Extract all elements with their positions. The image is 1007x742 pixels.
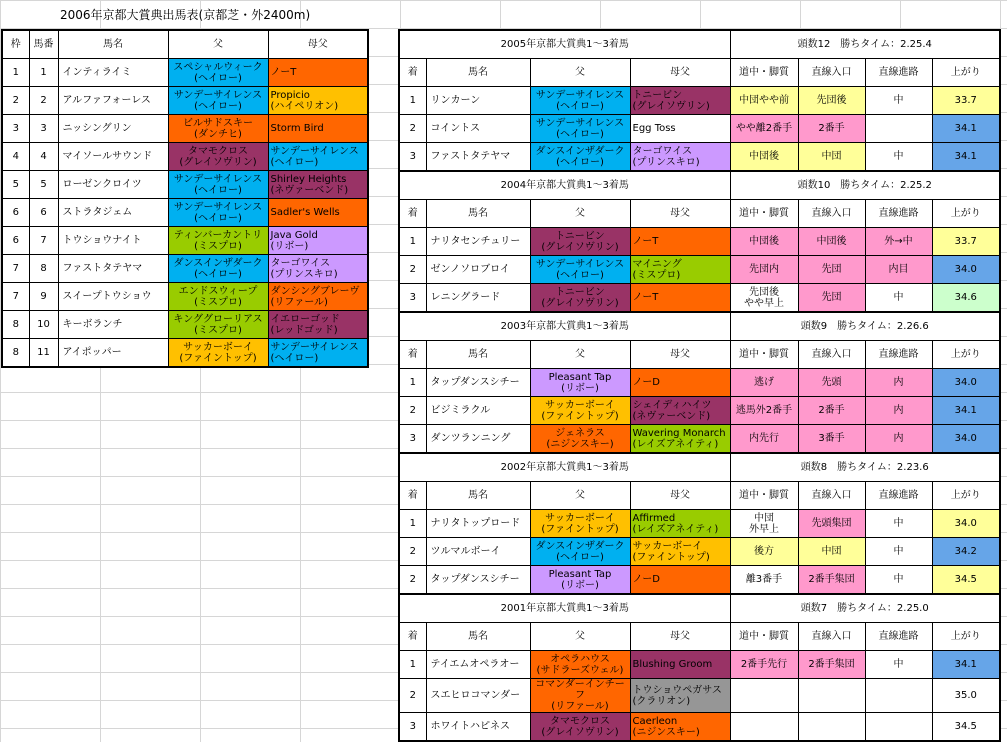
results-header-row [399, 200, 1000, 228]
result-row [399, 566, 1000, 595]
results-col-header: 父 [530, 200, 630, 228]
stretch-entry-cell: 2番手 [798, 397, 865, 425]
stretch-course-cell: 中 [865, 651, 932, 679]
results-col-header: 着 [399, 341, 426, 369]
dam-sire-cell: ターゴワイス (プリンスキロ) [630, 143, 730, 172]
past-results-table [398, 29, 1001, 742]
results-col-header: 馬名 [426, 200, 530, 228]
horse-number-cell: 9 [29, 283, 58, 311]
horse-name-cell: タップダンスシチー [426, 566, 530, 595]
sire-cell: サンデーサイレンス (ヘイロー) [168, 199, 268, 227]
sire-cell: ダンスインザダーク (ヘイロー) [530, 538, 630, 566]
sire-cell: サッカーボーイ (ファイントップ) [168, 339, 268, 368]
left-col-header: 父 [168, 30, 268, 59]
results-col-header: 母父 [630, 341, 730, 369]
stretch-course-cell: 中 [865, 143, 932, 172]
stretch-entry-cell [798, 713, 865, 742]
entry-row [2, 143, 368, 171]
stretch-entry-cell: 中団 [798, 143, 865, 172]
last-3f-cell: 33.7 [932, 228, 1000, 256]
sheet-title: 2006年京都大賞典出馬表(京都芝・外2400m) [60, 8, 311, 22]
results-col-header: 馬名 [426, 482, 530, 510]
horse-name-cell: トウショウナイト [58, 227, 168, 255]
results-header-row [399, 59, 1000, 87]
last-3f-cell: 35.0 [932, 679, 1000, 713]
place-cell: 1 [399, 228, 426, 256]
horse-name-cell: アルファフォーレス [58, 87, 168, 115]
horse-number-cell: 6 [29, 199, 58, 227]
horse-name-cell: マイソールサウンド [58, 143, 168, 171]
place-cell: 3 [399, 713, 426, 742]
dam-sire-cell: イエローゴッド (レッドゴッド) [268, 311, 368, 339]
waku-cell: 7 [2, 255, 29, 283]
sire-cell: サンデーサイレンス (ヘイロー) [168, 171, 268, 199]
results-col-header: 馬名 [426, 341, 530, 369]
sire-cell: サッカーボーイ (ファイントップ) [530, 397, 630, 425]
dam-sire-cell: Shirley Heights (ネヴァーベンド) [268, 171, 368, 199]
sire-cell: トニービン (グレイソヴリン) [530, 228, 630, 256]
waku-cell: 2 [2, 87, 29, 115]
dam-sire-cell: Storm Bird [268, 115, 368, 143]
dam-sire-cell: ターゴワイス (プリンスキロ) [268, 255, 368, 283]
dam-sire-cell: シェイディハイツ (ネヴァーベンド) [630, 397, 730, 425]
last-3f-cell: 34.6 [932, 284, 1000, 313]
running-style-cell [730, 679, 798, 713]
horse-name-cell: タップダンスシチー [426, 369, 530, 397]
stretch-course-cell: 内 [865, 369, 932, 397]
results-header-row [399, 482, 1000, 510]
sire-cell: ティンバーカントリ (ミスプロ) [168, 227, 268, 255]
dam-sire-cell: トウショウペガサス (クラリオン) [630, 679, 730, 713]
result-row [399, 87, 1000, 115]
results-col-header: 上がり [932, 623, 1000, 651]
year-title-row [399, 594, 1000, 623]
dam-sire-cell: サンデーサイレンス (ヘイロー) [268, 143, 368, 171]
last-3f-cell: 34.0 [932, 369, 1000, 397]
results-col-header: 道中・脚質 [730, 59, 798, 87]
horse-name-cell: ストラタジェム [58, 199, 168, 227]
result-row [399, 713, 1000, 742]
result-row [399, 369, 1000, 397]
results-col-header: 直線入口 [798, 341, 865, 369]
results-col-header: 母父 [630, 623, 730, 651]
results-col-header: 直線入口 [798, 482, 865, 510]
dam-sire-cell: Sadler's Wells [268, 199, 368, 227]
result-row [399, 256, 1000, 284]
last-3f-cell: 33.7 [932, 87, 1000, 115]
stretch-course-cell: 中 [865, 87, 932, 115]
waku-cell: 8 [2, 339, 29, 368]
place-cell: 2 [399, 566, 426, 595]
stretch-course-cell: 中 [865, 284, 932, 313]
place-cell: 2 [399, 115, 426, 143]
results-col-header: 直線進路 [865, 59, 932, 87]
result-row [399, 510, 1000, 538]
results-col-header: 父 [530, 482, 630, 510]
entry-row [2, 87, 368, 115]
sire-cell: スペシャルウィーク (ヘイロー) [168, 59, 268, 87]
last-3f-cell: 34.0 [932, 425, 1000, 454]
result-row [399, 397, 1000, 425]
stretch-course-cell: 外→中 [865, 228, 932, 256]
waku-cell: 4 [2, 143, 29, 171]
results-col-header: 道中・脚質 [730, 200, 798, 228]
dam-sire-cell: マイニング (ミスプロ) [630, 256, 730, 284]
sire-cell: サンデーサイレンス (ヘイロー) [530, 256, 630, 284]
results-col-header: 母父 [630, 482, 730, 510]
stretch-entry-cell: 3番手 [798, 425, 865, 454]
place-cell: 1 [399, 510, 426, 538]
left-col-header: 馬番 [29, 30, 58, 59]
year-title: 2004年京都大賞典1～3着馬 [399, 171, 730, 200]
results-col-header: 道中・脚質 [730, 623, 798, 651]
last-3f-cell: 34.1 [932, 651, 1000, 679]
left-col-header: 母父 [268, 30, 368, 59]
stretch-entry-cell: 2番手集団 [798, 651, 865, 679]
horse-name-cell: ツルマルボーイ [426, 538, 530, 566]
horse-number-cell: 1 [29, 59, 58, 87]
left-header-row [2, 30, 368, 59]
year-title: 2002年京都大賞典1～3着馬 [399, 453, 730, 482]
stretch-entry-cell [798, 679, 865, 713]
year-title-row [399, 453, 1000, 482]
place-cell: 3 [399, 143, 426, 172]
running-style-cell: やや離2番手 [730, 115, 798, 143]
waku-cell: 3 [2, 115, 29, 143]
race-info: 頭数8 勝ちタイム：2.23.6 [730, 453, 1000, 482]
horse-number-cell: 7 [29, 227, 58, 255]
running-style-cell: 離3番手 [730, 566, 798, 595]
sire-cell: ダンスインザダーク (ヘイロー) [168, 255, 268, 283]
stretch-course-cell [865, 115, 932, 143]
waku-cell: 8 [2, 311, 29, 339]
results-col-header: 直線進路 [865, 623, 932, 651]
results-col-header: 直線進路 [865, 482, 932, 510]
waku-cell: 6 [2, 227, 29, 255]
race-info: 頭数9 勝ちタイム：2.26.6 [730, 312, 1000, 341]
sire-cell: オペラハウス (サドラーズウェル) [530, 651, 630, 679]
race-info: 頭数12 勝ちタイム：2.25.4 [730, 30, 1000, 59]
horse-number-cell: 8 [29, 255, 58, 283]
results-col-header: 母父 [630, 59, 730, 87]
dam-sire-cell: ノーD [630, 566, 730, 595]
year-title-row [399, 30, 1000, 59]
results-col-header: 父 [530, 623, 630, 651]
last-3f-cell: 34.1 [932, 143, 1000, 172]
results-col-header: 着 [399, 200, 426, 228]
place-cell: 1 [399, 87, 426, 115]
sire-cell: トニービン (グレイソヴリン) [530, 284, 630, 313]
results-col-header: 馬名 [426, 623, 530, 651]
horse-number-cell: 2 [29, 87, 58, 115]
sire-cell: サンデーサイレンス (ヘイロー) [530, 87, 630, 115]
sire-cell: ジェネラス (ニジンスキー) [530, 425, 630, 454]
result-row [399, 143, 1000, 172]
dam-sire-cell: ノーT [630, 228, 730, 256]
horse-name-cell: ゼンノソロブロイ [426, 256, 530, 284]
last-3f-cell: 34.1 [932, 397, 1000, 425]
race-info: 頭数7 勝ちタイム：2.25.0 [730, 594, 1000, 623]
horse-name-cell: ナリタセンチュリー [426, 228, 530, 256]
horse-number-cell: 3 [29, 115, 58, 143]
waku-cell: 6 [2, 199, 29, 227]
results-col-header: 上がり [932, 200, 1000, 228]
sire-cell: ダンスインザダーク (ヘイロー) [530, 143, 630, 172]
running-style-cell: 逃げ [730, 369, 798, 397]
last-3f-cell: 34.0 [932, 256, 1000, 284]
dam-sire-cell: ダンシングブレーヴ (リファール) [268, 283, 368, 311]
race-info: 頭数10 勝ちタイム：2.25.2 [730, 171, 1000, 200]
results-col-header: 上がり [932, 341, 1000, 369]
horse-number-cell: 4 [29, 143, 58, 171]
stretch-entry-cell: 先頭 [798, 369, 865, 397]
left-col-header: 馬名 [58, 30, 168, 59]
result-row [399, 284, 1000, 313]
dam-sire-cell: Java Gold (リボー) [268, 227, 368, 255]
entry-row [2, 255, 368, 283]
stretch-entry-cell: 先団後 [798, 87, 865, 115]
results-col-header: 直線入口 [798, 59, 865, 87]
stretch-entry-cell: 中団 [798, 538, 865, 566]
place-cell: 2 [399, 679, 426, 713]
result-row [399, 115, 1000, 143]
entry-row [2, 227, 368, 255]
running-style-cell: 先団後 やや早上 [730, 284, 798, 313]
entry-row [2, 311, 368, 339]
results-col-header: 上がり [932, 482, 1000, 510]
place-cell: 1 [399, 651, 426, 679]
horse-name-cell: テイエムオペラオー [426, 651, 530, 679]
horse-name-cell: リンカーン [426, 87, 530, 115]
place-cell: 1 [399, 369, 426, 397]
entry-row [2, 199, 368, 227]
horse-number-cell: 11 [29, 339, 58, 368]
running-style-cell: 内先行 [730, 425, 798, 454]
results-col-header: 道中・脚質 [730, 482, 798, 510]
sire-cell: Pleasant Tap (リボー) [530, 369, 630, 397]
sire-cell: キンググローリアス (ミスプロ) [168, 311, 268, 339]
horse-name-cell: レニングラード [426, 284, 530, 313]
entry-row [2, 283, 368, 311]
stretch-course-cell: 内 [865, 425, 932, 454]
running-style-cell: 後方 [730, 538, 798, 566]
result-row [399, 228, 1000, 256]
dam-sire-cell: ノーT [268, 59, 368, 87]
sire-cell: タマモクロス (グレイソヴリン) [530, 713, 630, 742]
place-cell: 2 [399, 397, 426, 425]
dam-sire-cell: Egg Toss [630, 115, 730, 143]
year-title: 2003年京都大賞典1～3着馬 [399, 312, 730, 341]
entry-row [2, 115, 368, 143]
running-style-cell: 逃馬外2番手 [730, 397, 798, 425]
waku-cell: 5 [2, 171, 29, 199]
horse-name-cell: ビジミラクル [426, 397, 530, 425]
running-style-cell: 中団 外早上 [730, 510, 798, 538]
running-style-cell: 中団後 [730, 143, 798, 172]
year-title: 2005年京都大賞典1～3着馬 [399, 30, 730, 59]
horse-name-cell: コイントス [426, 115, 530, 143]
horse-number-cell: 10 [29, 311, 58, 339]
dam-sire-cell: トニービン (グレイソヴリン) [630, 87, 730, 115]
horse-name-cell: ファストタテヤマ [426, 143, 530, 172]
results-col-header: 着 [399, 59, 426, 87]
race-card-table [1, 29, 369, 368]
place-cell: 2 [399, 256, 426, 284]
running-style-cell [730, 713, 798, 742]
place-cell: 2 [399, 538, 426, 566]
running-style-cell: 中団やや前 [730, 87, 798, 115]
place-cell: 3 [399, 425, 426, 454]
dam-sire-cell: サンデーサイレンス (ヘイロー) [268, 339, 368, 368]
stretch-course-cell: 中 [865, 538, 932, 566]
result-row [399, 425, 1000, 454]
last-3f-cell: 34.1 [932, 115, 1000, 143]
year-title-row [399, 312, 1000, 341]
horse-name-cell: ローゼンクロイツ [58, 171, 168, 199]
waku-cell: 1 [2, 59, 29, 87]
stretch-entry-cell: 先頭集団 [798, 510, 865, 538]
year-title-row [399, 171, 1000, 200]
results-col-header: 上がり [932, 59, 1000, 87]
stretch-course-cell: 中 [865, 510, 932, 538]
sire-cell: コマンダーインチーフ (リファール) [530, 679, 630, 713]
results-col-header: 道中・脚質 [730, 341, 798, 369]
entry-row [2, 59, 368, 87]
entry-row [2, 339, 368, 368]
results-col-header: 直線入口 [798, 200, 865, 228]
result-row [399, 679, 1000, 713]
horse-name-cell: インティライミ [58, 59, 168, 87]
stretch-course-cell: 内目 [865, 256, 932, 284]
horse-name-cell: ファストタテヤマ [58, 255, 168, 283]
sire-cell: ビルサドスキー (ダンチヒ) [168, 115, 268, 143]
horse-name-cell: ナリタトップロード [426, 510, 530, 538]
horse-name-cell: スエヒロコマンダー [426, 679, 530, 713]
horse-number-cell: 5 [29, 171, 58, 199]
results-col-header: 母父 [630, 200, 730, 228]
stretch-entry-cell: 中団後 [798, 228, 865, 256]
stretch-course-cell [865, 713, 932, 742]
result-row [399, 538, 1000, 566]
results-col-header: 着 [399, 623, 426, 651]
stretch-entry-cell: 2番手集団 [798, 566, 865, 595]
sire-cell: サンデーサイレンス (ヘイロー) [530, 115, 630, 143]
year-title: 2001年京都大賞典1～3着馬 [399, 594, 730, 623]
last-3f-cell: 34.0 [932, 510, 1000, 538]
sire-cell: サンデーサイレンス (ヘイロー) [168, 87, 268, 115]
results-col-header: 直線進路 [865, 200, 932, 228]
dam-sire-cell: Caerleon (ニジンスキー) [630, 713, 730, 742]
waku-cell: 7 [2, 283, 29, 311]
results-col-header: 直線進路 [865, 341, 932, 369]
horse-name-cell: キーボランチ [58, 311, 168, 339]
stretch-course-cell: 中 [865, 566, 932, 595]
horse-name-cell: ホワイトハピネス [426, 713, 530, 742]
dam-sire-cell: サッカーボーイ (ファイントップ) [630, 538, 730, 566]
results-header-row [399, 623, 1000, 651]
sire-cell: エンドスウィープ (ミスプロ) [168, 283, 268, 311]
dam-sire-cell: Affirmed (レイズアネイティ) [630, 510, 730, 538]
dam-sire-cell: Wavering Monarch (レイズアネイティ) [630, 425, 730, 454]
dam-sire-cell: Blushing Groom [630, 651, 730, 679]
horse-name-cell: アイポッパー [58, 339, 168, 368]
running-style-cell: 先団内 [730, 256, 798, 284]
place-cell: 3 [399, 284, 426, 313]
results-col-header: 父 [530, 341, 630, 369]
sire-cell: サッカーボーイ (ファイントップ) [530, 510, 630, 538]
results-header-row [399, 341, 1000, 369]
dam-sire-cell: ノーD [630, 369, 730, 397]
horse-name-cell: スイープトウショウ [58, 283, 168, 311]
running-style-cell: 2番手先行 [730, 651, 798, 679]
results-col-header: 着 [399, 482, 426, 510]
horse-name-cell: ダンツランニング [426, 425, 530, 454]
last-3f-cell: 34.5 [932, 713, 1000, 742]
stretch-entry-cell: 2番手 [798, 115, 865, 143]
dam-sire-cell: Propicio (ハイペリオン) [268, 87, 368, 115]
stretch-entry-cell: 先団 [798, 284, 865, 313]
last-3f-cell: 34.2 [932, 538, 1000, 566]
dam-sire-cell: ノーT [630, 284, 730, 313]
entry-row [2, 171, 368, 199]
results-col-header: 馬名 [426, 59, 530, 87]
left-col-header: 枠 [2, 30, 29, 59]
results-col-header: 父 [530, 59, 630, 87]
running-style-cell: 中団後 [730, 228, 798, 256]
stretch-course-cell: 内 [865, 397, 932, 425]
stretch-entry-cell: 先団 [798, 256, 865, 284]
sire-cell: タマモクロス (グレイソヴリン) [168, 143, 268, 171]
last-3f-cell: 34.5 [932, 566, 1000, 595]
sire-cell: Pleasant Tap (リボー) [530, 566, 630, 595]
results-col-header: 直線入口 [798, 623, 865, 651]
horse-name-cell: ニッシングリン [58, 115, 168, 143]
stretch-course-cell [865, 679, 932, 713]
result-row [399, 651, 1000, 679]
